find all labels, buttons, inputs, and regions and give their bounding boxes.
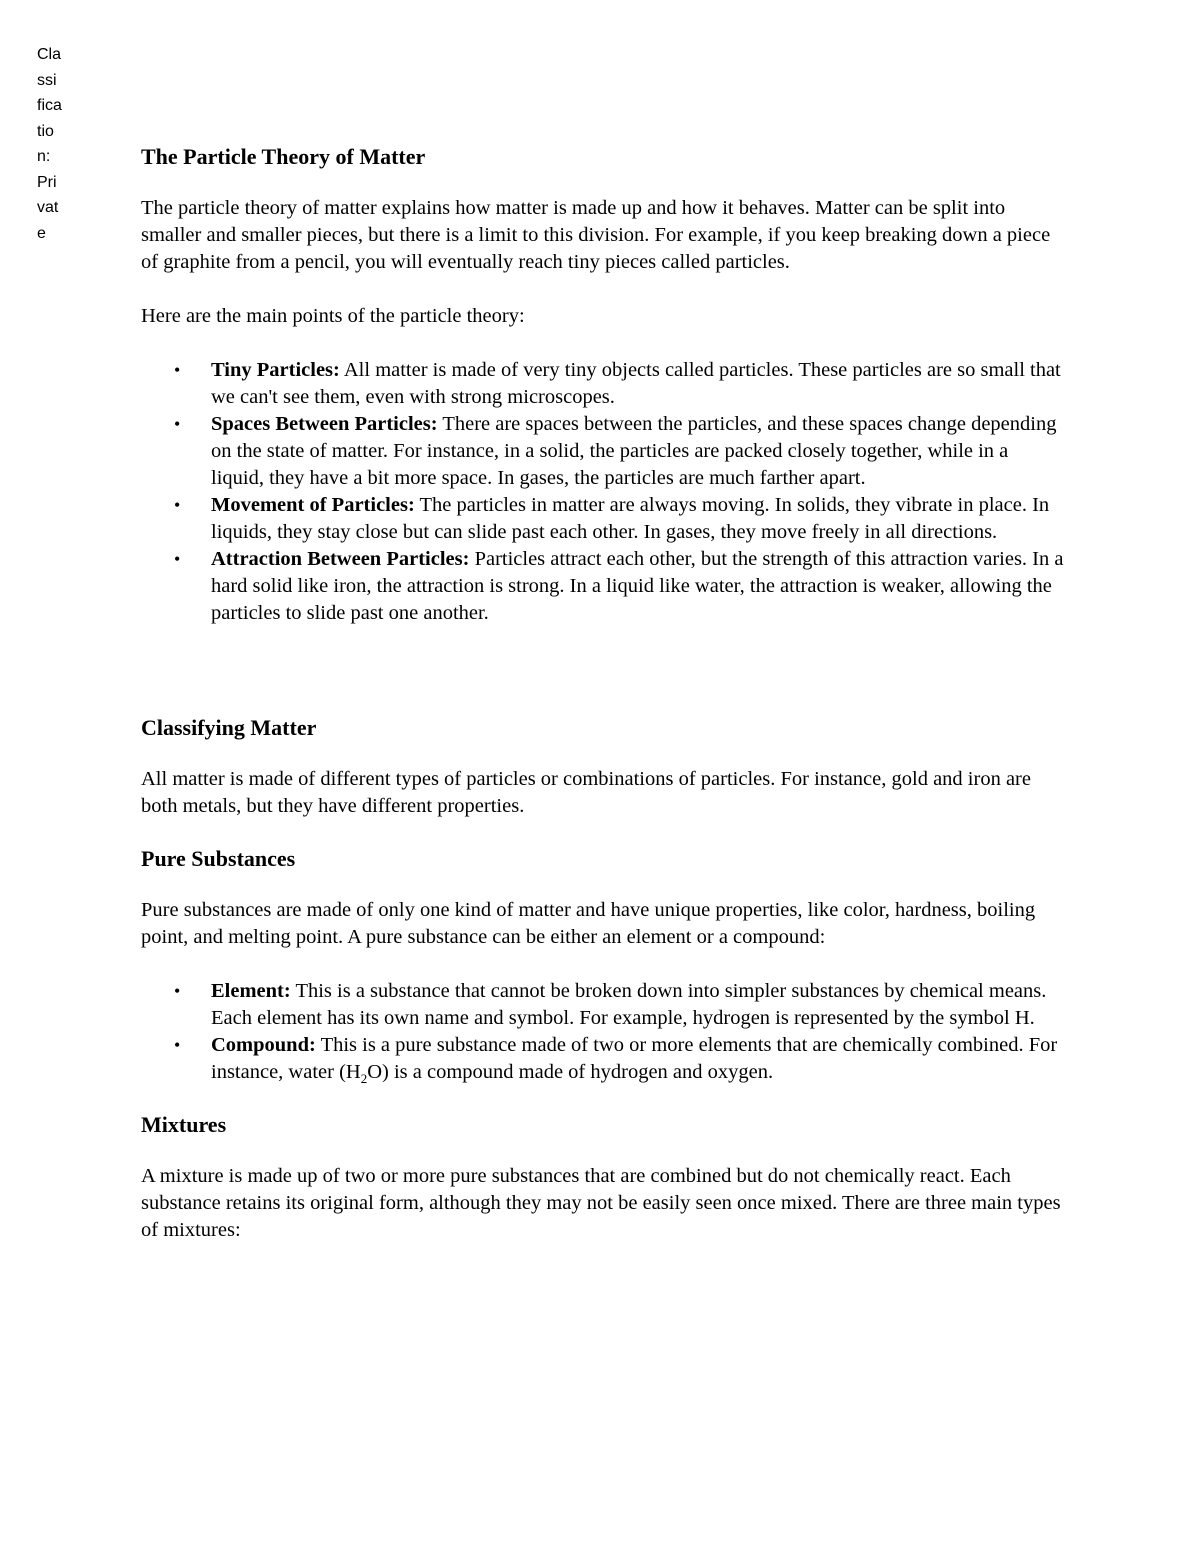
- classification-label: [37, 42, 77, 246]
- classifying-matter-intro: All matter is made of different types of particles or combinations of particles. For instance, gold and iron are both metals, but they have different properties.: [141, 768, 1031, 817]
- compound-text-after: O) is a compound made of hydrogen and oxygen.: [367, 1061, 774, 1083]
- document-body: [141, 140, 1066, 1244]
- list-item: [141, 411, 1066, 492]
- list-item: [141, 1032, 1066, 1086]
- particle-theory-points: [141, 357, 1066, 627]
- particle-theory-heading: The Particle Theory of Matter: [141, 144, 426, 169]
- list-item: [141, 978, 1066, 1032]
- pure-substances-intro: Pure substances are made of only one kind of matter and have unique properties, like color, hardness, boiling point, and melting point. A pure substance can be either an element or a compound:: [141, 899, 1036, 948]
- compound-text: This is a pure substance made of two or more elements that are chemically combined. For instance, water (H: [211, 1034, 1058, 1083]
- compound-term: Compound:: [211, 1034, 316, 1056]
- point-text: All matter is made of very tiny objects called particles. These particles are so small that we can't see them, even with strong microscopes.: [211, 359, 1061, 408]
- bullet-icon: •: [174, 549, 181, 569]
- point-term: Tiny Particles:: [211, 359, 340, 381]
- classification-line: Cla: [37, 46, 62, 63]
- point-text: Particles attract each other, but the strength of this attraction varies. In a hard solid like iron, the attraction is strong. In a liquid like water, the attraction is weaker, allowing the particles to slide past one another.: [211, 548, 1064, 624]
- classifying-matter-heading: Classifying Matter: [141, 715, 317, 740]
- classification-line: ssi: [37, 71, 57, 89]
- classification-line: vat: [37, 199, 59, 216]
- classification-line: e: [37, 224, 46, 242]
- compound-subscript: 2: [360, 1071, 368, 1087]
- bullet-icon: •: [174, 1035, 181, 1055]
- element-text: This is a substance that cannot be broken down into simpler substances by chemical means. Each element has its own name and symbol. For example, hydrogen is represented by the symbol H.: [211, 980, 1047, 1029]
- list-item: [141, 492, 1066, 546]
- point-term: Attraction Between Particles:: [211, 548, 470, 570]
- classification-line: fica: [37, 97, 62, 114]
- pure-substances-points: [141, 978, 1066, 1086]
- list-item: [141, 546, 1066, 627]
- bullet-icon: •: [174, 981, 181, 1001]
- bullet-icon: •: [174, 360, 181, 380]
- list-item: [141, 357, 1066, 411]
- particle-theory-intro: The particle theory of matter explains how matter is made up and how it behaves. Matter can be split into smaller and smaller pieces, but there is a limit to this division. For example, if you keep breaking down a piece of graphite from a pencil, you will eventually reach tiny pieces called particles.: [141, 197, 1051, 273]
- classification-line: n:: [37, 148, 51, 165]
- mixtures-intro: A mixture is made up of two or more pure substances that are combined but do not chemically react. Each substance retains its original form, although they may not be easily seen once mixed. There are three main types of mixtures:: [141, 1165, 1061, 1241]
- point-text: There are spaces between the particles, and these spaces change depending on the state of matter. For instance, in a solid, the particles are packed closely together, while in a liquid, they have a bit more space. In gases, the particles are much farther apart.: [211, 413, 1057, 489]
- bullet-icon: •: [174, 495, 181, 515]
- point-term: Spaces Between Particles:: [211, 413, 438, 435]
- point-text: The particles in matter are always moving. In solids, they vibrate in place. In liquids, they stay close but can slide past each other. In gases, they move freely in all directions.: [211, 494, 1050, 543]
- particle-theory-lead-in: Here are the main points of the particle theory:: [141, 305, 525, 327]
- classification-line: tio: [37, 122, 54, 140]
- pure-substances-heading: Pure Substances: [141, 846, 296, 871]
- element-term: Element:: [211, 980, 291, 1002]
- bullet-icon: •: [174, 414, 181, 434]
- classification-line: Pri: [37, 173, 57, 191]
- mixtures-heading: Mixtures: [141, 1112, 227, 1137]
- point-term: Movement of Particles:: [211, 494, 415, 516]
